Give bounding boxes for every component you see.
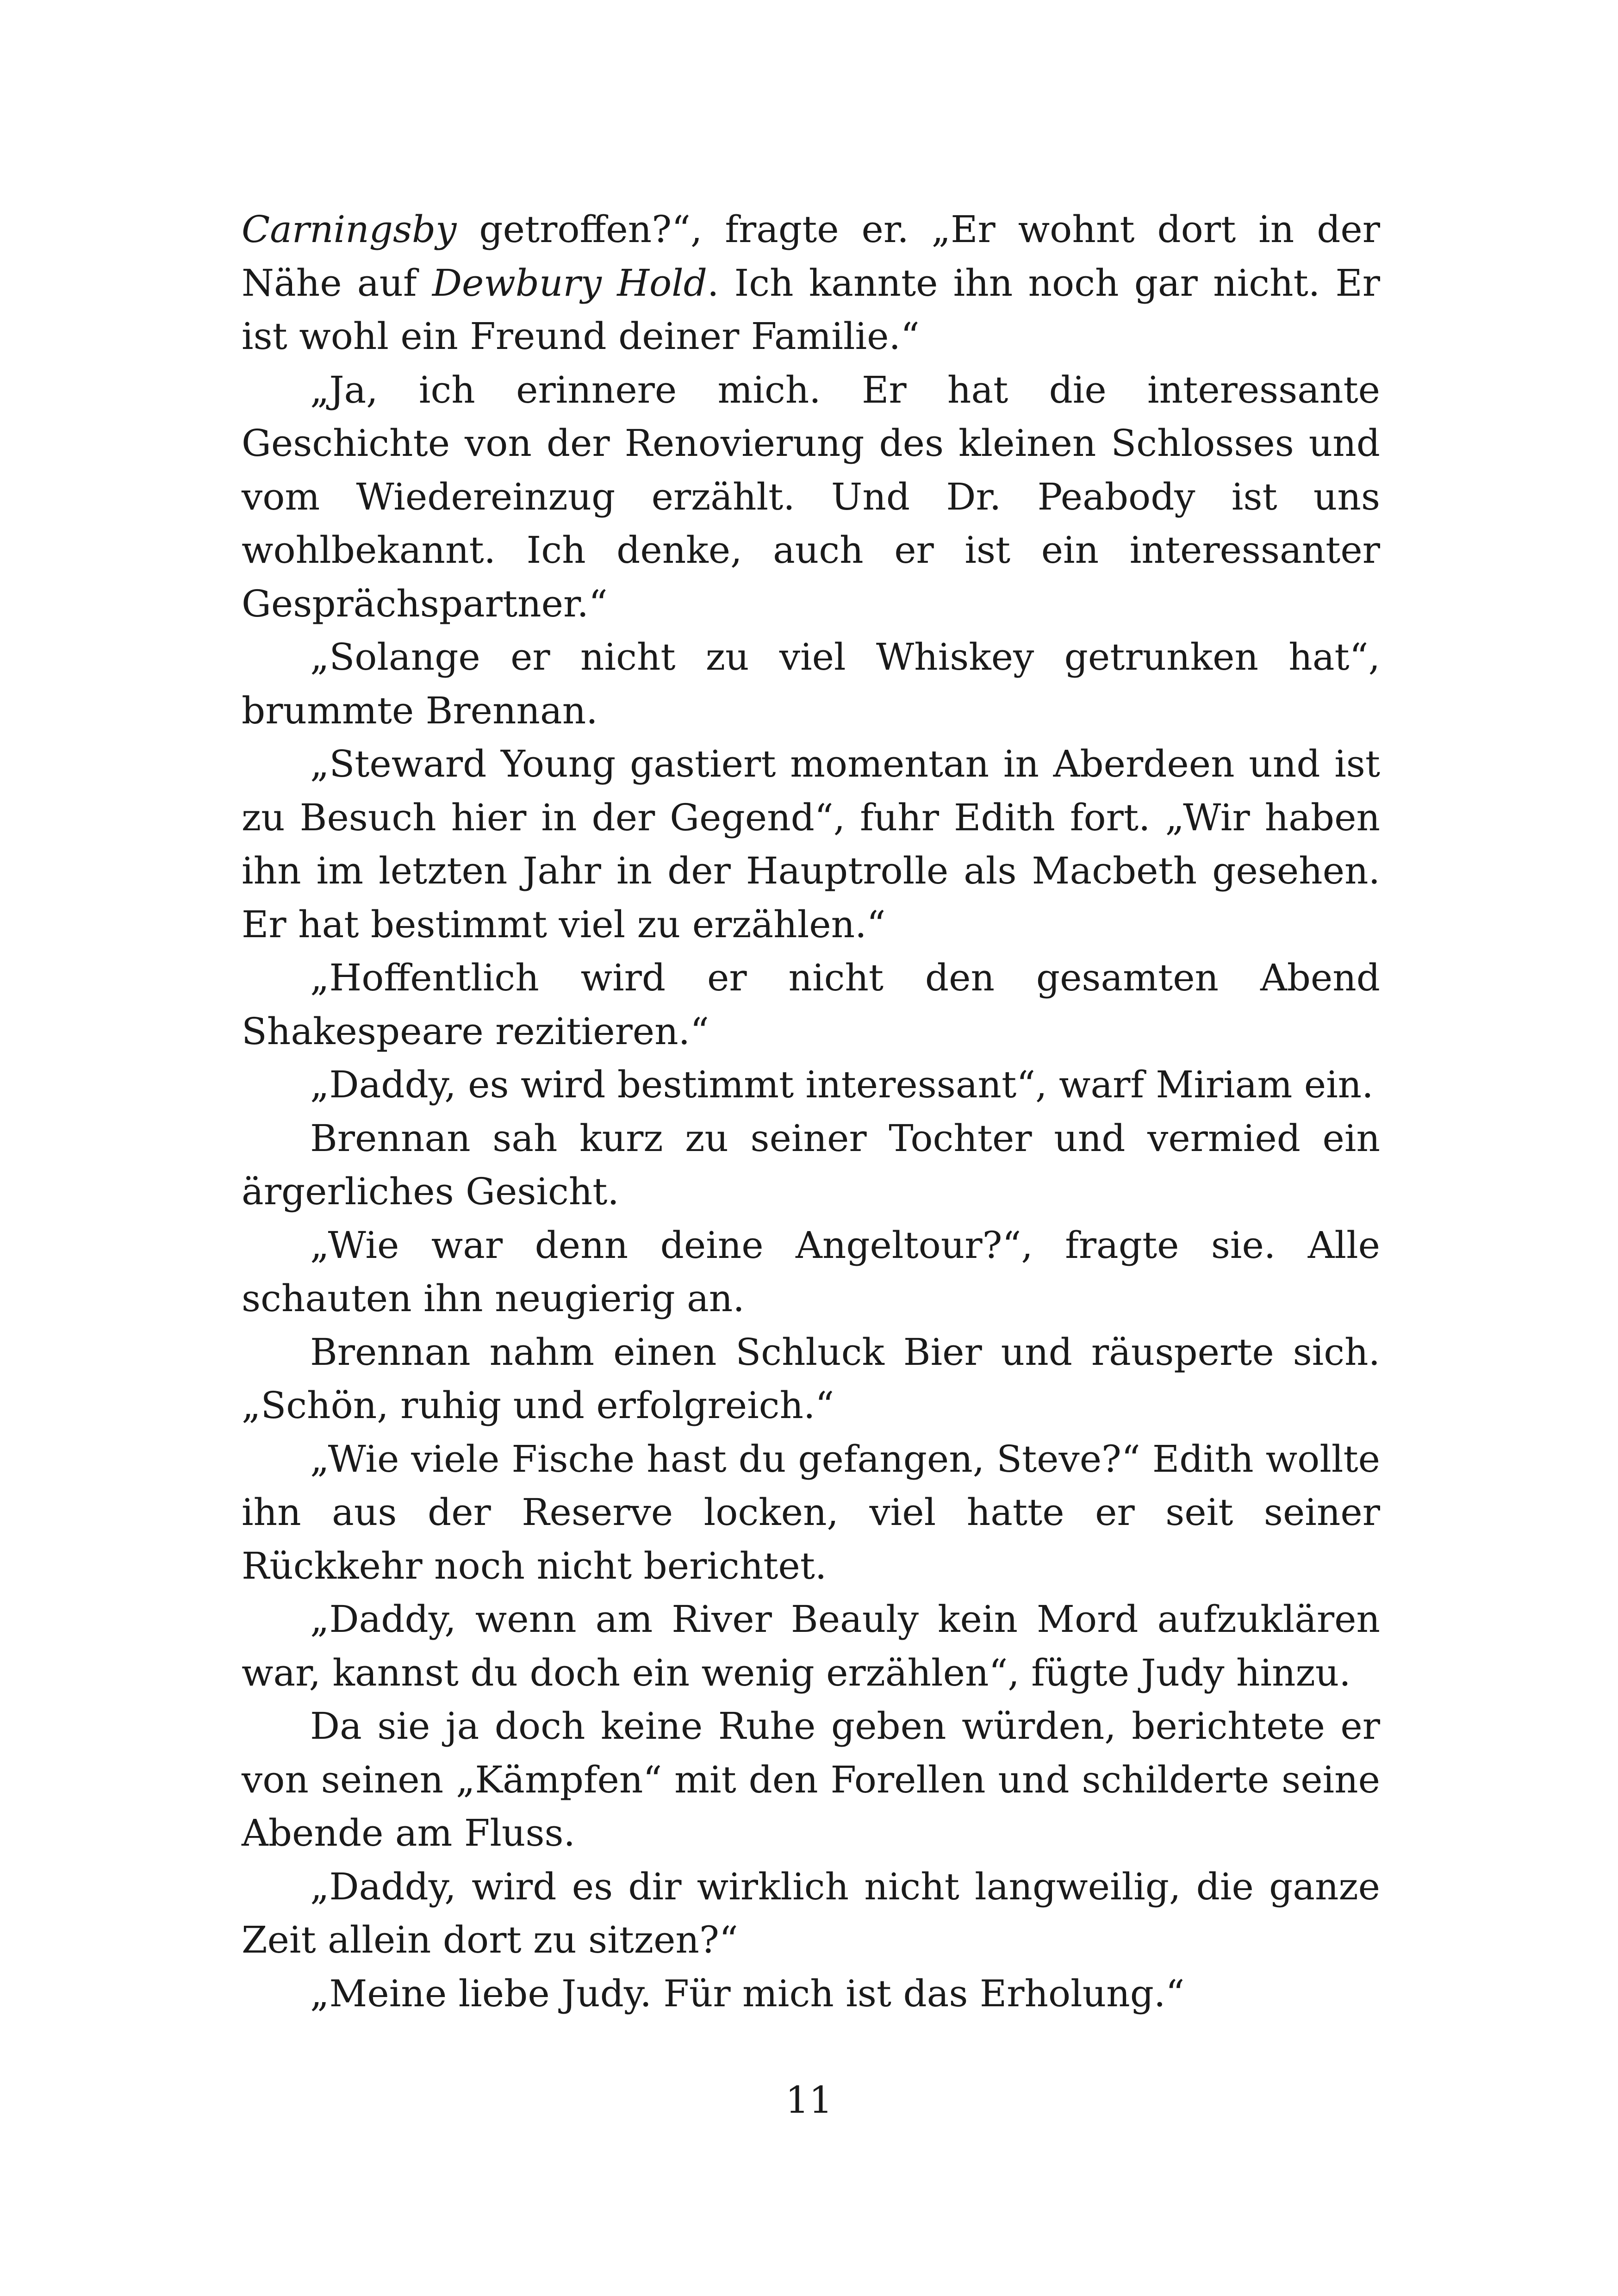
paragraph-6: „Daddy, es wird bestimmt interessant“, warf Miriam ein.	[310, 1063, 1374, 1106]
paragraph-9: Brennan nahm einen Schluck Bier und räusperte sich. „Schön, ruhig und erfolgreich.“	[242, 1330, 1380, 1427]
paragraph-4: „Steward Young gastiert momentan in Aberdeen und ist zu Besuch hier in der Gegend“, fuhr Edith fort. „Wir haben ihn im letzten Jahr in der Hauptrolle als Macbeth gesehen. Er hat bestimmt viel zu erzählen.“	[242, 742, 1380, 946]
page-number: 11	[785, 2078, 833, 2122]
paragraph-12: Da sie ja doch keine Ruhe geben würden, berichtete er von seinen „Kämpfen“ mit den Forellen und schilderte seine Abende am Fluss.	[242, 1705, 1380, 1854]
paragraph-14: „Meine liebe Judy. Für mich ist das Erholung.“	[310, 1972, 1185, 2015]
paragraph-8: „Wie war denn deine Angeltour?“, fragte sie. Alle schauten ihn neugierig an.	[242, 1223, 1380, 1320]
paragraph-text: . Ich kannte ihn noch gar nicht. Er ist wohl ein Freund deiner Familie.“	[242, 261, 1381, 358]
paragraph-13: „Daddy, wird es dir wirklich nicht langweilig, die ganze Zeit allein dort zu sitzen?“	[242, 1865, 1380, 1961]
paragraph-11: „Daddy, wenn am River Beauly kein Mord aufzuklären war, kannst du doch ein wenig erzählen“, fügte Judy hinzu.	[242, 1598, 1380, 1694]
paragraph-2: „Ja, ich erinnere mich. Er hat die interessante Geschichte von der Renovierung des kleinen Schlosses und vom Wiedereinzug erzählt. Und Dr. Peabody ist uns wohlbekannt. Ich denke, auch er ist ein interessanter Gesprächspartner.“	[242, 368, 1380, 625]
paragraph-1	[242, 203, 1380, 363]
body-text	[242, 203, 1380, 2020]
paragraph-5: „Hoffentlich wird er nicht den gesamten Abend Shakespeare rezitieren.“	[242, 956, 1380, 1053]
paragraph-text: getroffen?“, fragte er. „Er wohnt dort in der Nähe auf	[242, 208, 1380, 305]
place-name-carningsby: Carningsby	[242, 208, 457, 251]
paragraph-10: „Wie viele Fische hast du gefangen, Steve?“ Edith wollte ihn aus der Reserve locken, viel hatte er seit seiner Rückkehr noch nicht berichtet.	[242, 1437, 1380, 1587]
place-name-dewbury-hold: Dewbury Hold	[432, 261, 707, 305]
paragraph-7: Brennan sah kurz zu seiner Tochter und vermied ein ärgerliches Gesicht.	[242, 1116, 1380, 1213]
paragraph-3: „Solange er nicht zu viel Whiskey getrunken hat“, brummte Brennan.	[242, 635, 1380, 732]
